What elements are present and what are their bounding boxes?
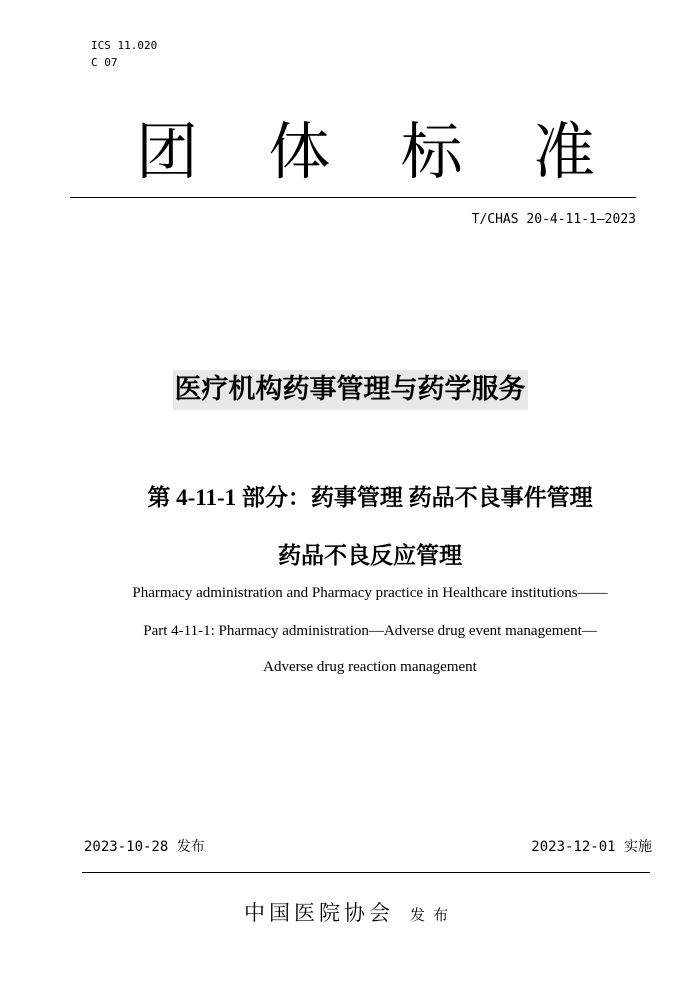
main-title-container (0, 370, 700, 410)
standard-type-char: 准 (532, 115, 595, 188)
standard-type-heading (70, 112, 635, 192)
publisher-name: 中国医院协会 (243, 901, 394, 925)
english-title-line1: Pharmacy administration and Pharmacy practice in Healthcare institutions—— (132, 585, 608, 601)
standard-type-char: 体 (268, 115, 331, 188)
publisher-action: 发布 (409, 906, 456, 924)
part-title-line1: 第 4-11-1 部分：药事管理 药品不良事件管理 (147, 485, 593, 510)
top-divider (70, 197, 636, 198)
publish-date: 2023-10-28 发布 (84, 839, 205, 855)
standard-number: T/CHAS 20-4-11-1—2023 (471, 212, 636, 227)
classification-code: C 07 (91, 56, 118, 69)
main-title: 医疗机构药事管理与药学服务 (173, 370, 528, 410)
standard-type-char: 标 (400, 115, 463, 188)
publisher-line (0, 896, 700, 932)
effective-date: 2023-12-01 实施 (531, 839, 652, 855)
ics-code: ICS 11.020 (91, 39, 158, 52)
bottom-divider (82, 872, 650, 873)
english-title-line2: Part 4-11-1: Pharmacy administration—Adverse drug event management— (143, 623, 597, 639)
part-title-line2: 药品不良反应管理 (278, 543, 462, 569)
standard-type-char: 团 (136, 115, 199, 188)
english-title-line3: Adverse drug reaction management (263, 659, 477, 675)
